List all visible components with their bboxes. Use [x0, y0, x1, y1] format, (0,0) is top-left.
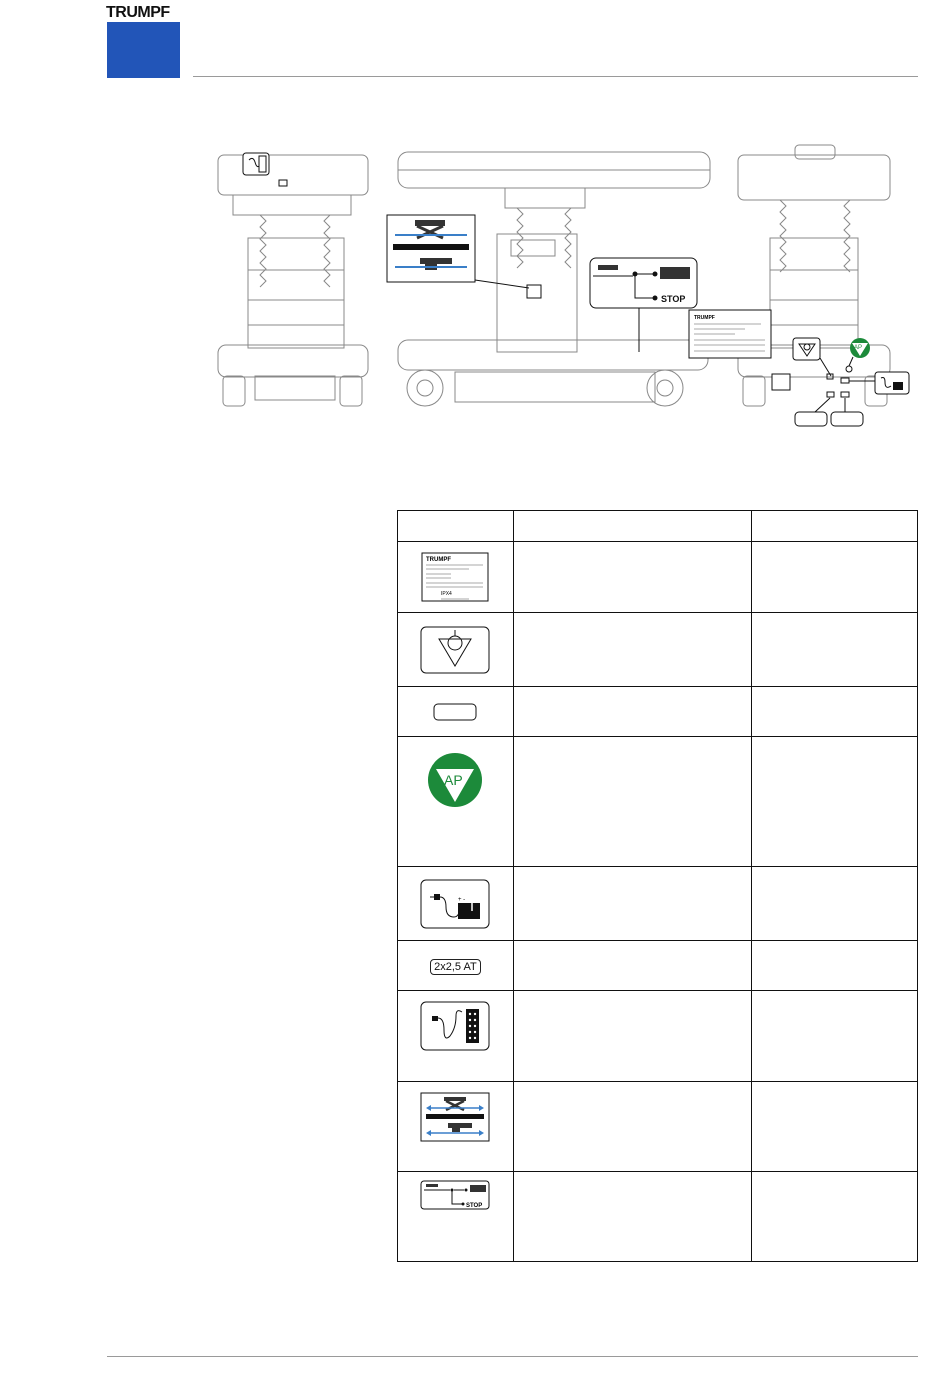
header-rule [193, 76, 918, 77]
table-row [398, 1082, 918, 1172]
header-meaning [513, 511, 751, 542]
trumpf-logo-block [107, 22, 180, 78]
svg-text:TRUMPF: TRUMPF [426, 557, 452, 563]
transport-direction-icon [398, 1082, 514, 1172]
header-location [751, 511, 917, 542]
equipotential-callout [793, 338, 833, 379]
ap-symbol-icon [398, 737, 514, 867]
column-side-view-right [738, 145, 890, 406]
ap-callout [846, 338, 870, 372]
svg-text:+ -: + - [458, 896, 466, 903]
table-row [398, 542, 918, 613]
column-side-view-left [218, 155, 368, 406]
equipotential-bonding-icon [398, 613, 514, 687]
remote-control-callout [243, 153, 287, 186]
type-plate-icon [398, 542, 514, 613]
type-plate-callout [689, 310, 790, 390]
table-row [398, 687, 918, 737]
remote-control-icon [398, 991, 514, 1082]
table-row [398, 991, 918, 1082]
svg-text:TRUMPF: TRUMPF [694, 315, 715, 321]
table-row [398, 737, 918, 867]
svg-text:AP: AP [854, 345, 863, 351]
label-boxes-callout [795, 398, 863, 426]
svg-text:AP: AP [444, 772, 464, 788]
symbol-table [397, 510, 918, 1262]
trumpf-logo-text: TRUMPF [106, 4, 170, 21]
table-row [398, 941, 918, 991]
table-row [398, 867, 918, 941]
blank-rounded-rectangle-icon [398, 687, 514, 737]
stop-sign-callout [590, 258, 697, 352]
svg-text:STOP: STOP [466, 1203, 483, 1209]
stop-label: STOP [661, 294, 686, 304]
footer-rule [107, 1356, 918, 1357]
table-header-row [398, 511, 918, 542]
fuse-label-icon: 2x2,5 AT [430, 959, 481, 975]
svg-text:IPX4: IPX4 [441, 591, 453, 597]
table-row [398, 613, 918, 687]
table-row [398, 1172, 918, 1262]
battery-charging-icon [398, 867, 514, 941]
header-symbol [398, 511, 514, 542]
table-column-figure [205, 140, 918, 440]
stop-operation-icon [398, 1172, 514, 1262]
